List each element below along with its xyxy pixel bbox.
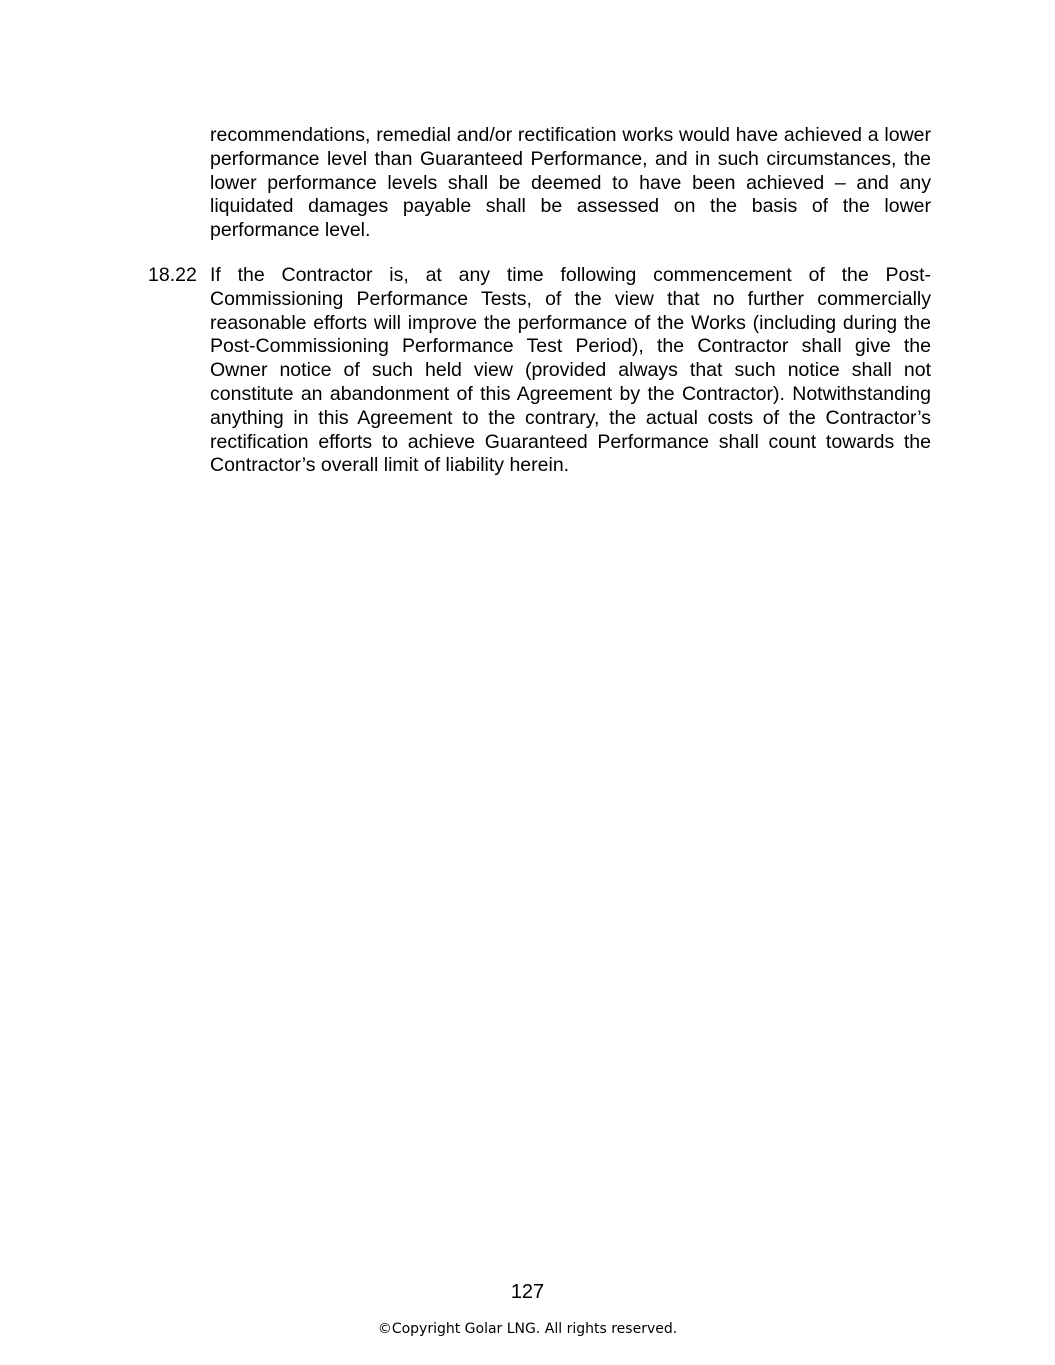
copyright-notice: ©Copyright Golar LNG. All rights reserved.: [377, 1321, 678, 1337]
continuation-paragraph: recommendations, remedial and/or rectification works would have achieved a lower performance level than Guaranteed Performance, and in such circumstances, the lower performance levels shall be deemed to have been achieved – and any liquidated damages payable shall be assessed on the basis of the lower performance level.: [210, 124, 931, 242]
clause-text: If the Contractor is, at any time following commencement of the Post-Commissioning Performance Tests, of the view that no further commercially reasonable efforts will improve the performance of the Works (including during the Post-Commissioning Performance Test Period), the Contractor shall give the Owner notice of such held view (provided always that such notice shall not constitute an abandonment of this Agreement by the Contractor). Notwithstanding anything in this Agreement to the contrary, the actual costs of the Contractor’s rectification efforts to achieve Guaranteed Performance shall count towards the Contractor’s overall limit of liability herein.: [210, 264, 931, 477]
page-number: 127: [510, 1281, 545, 1303]
clause-number: 18.22: [148, 264, 197, 286]
